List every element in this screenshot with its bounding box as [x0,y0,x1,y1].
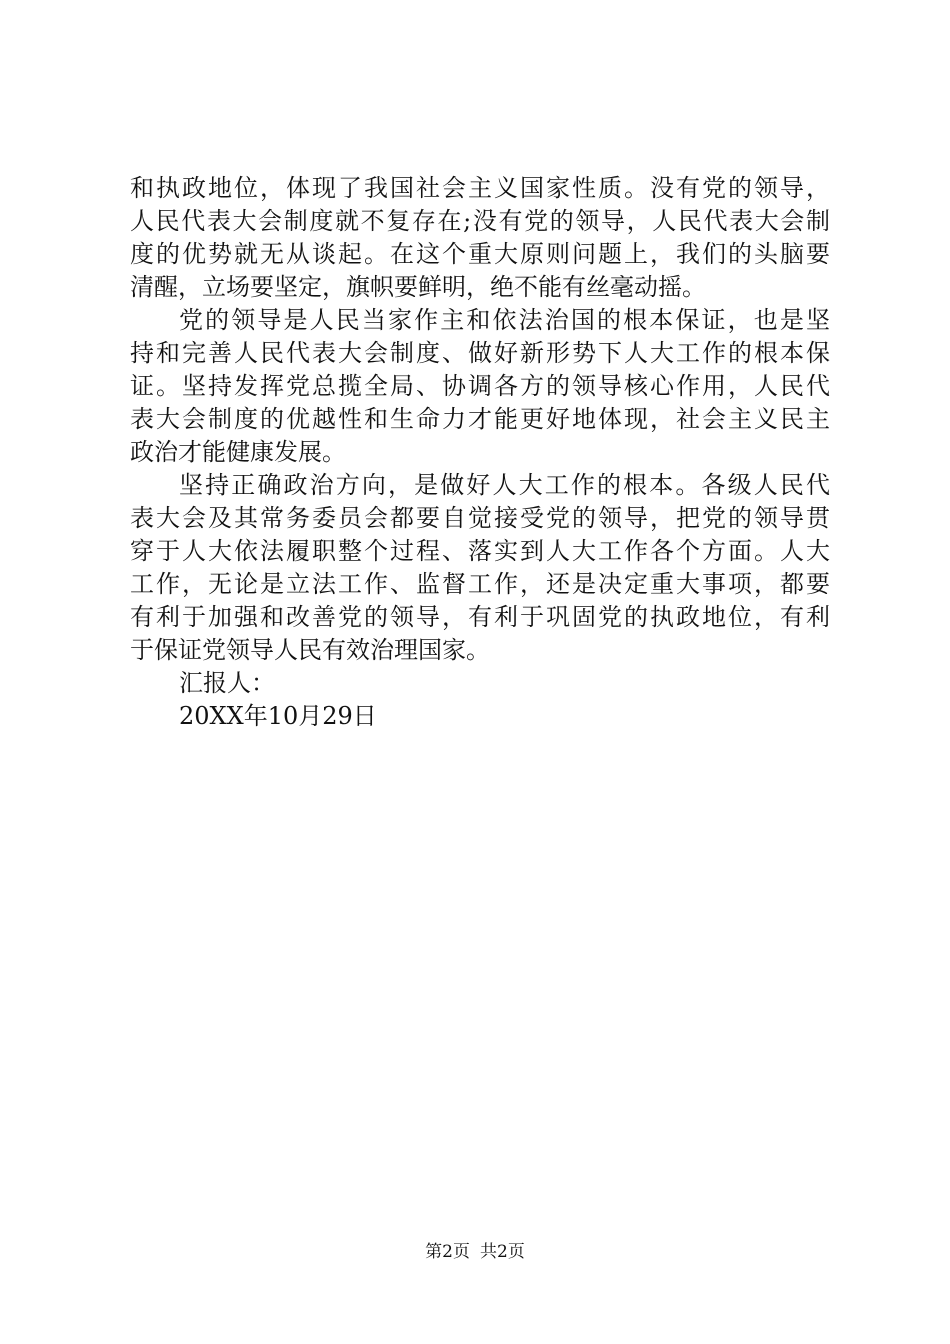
text-line: 度的优势就无从谈起。在这个重大原则问题上，我们的头脑要 [130,240,830,268]
text-line: 清醒，立场要坚定，旗帜要鲜明，绝不能有丝毫动摇。 [130,273,706,301]
text-line: 有利于加强和改善党的领导，有利于巩固党的执政地位，有利 [130,603,830,631]
text-line: 政治才能健康发展。 [130,438,346,466]
page-total: 共2页 [480,1242,525,1262]
text-line: 证。坚持发挥党总揽全局、协调各方的领导核心作用，人民代 [130,372,830,400]
report-date: 20XX年10月29日 [179,702,377,730]
text-line: 穿于人大依法履职整个过程、落实到人大工作各个方面。人大 [130,537,830,565]
text-line: 持和完善人民代表大会制度、做好新形势下人大工作的根本保 [130,339,830,367]
page-footer [0,1240,950,1264]
text-line: 表大会及其常务委员会都要自觉接受党的领导，把党的领导贯 [130,504,830,532]
reporter-label: 汇报人： [179,669,275,697]
text-line: 工作，无论是立法工作、监督工作，还是决定重大事项，都要 [130,570,830,598]
paragraph-start-line: 党的领导是人民当家作主和依法治国的根本保证，也是坚 [179,306,830,334]
document-body [130,172,830,733]
paragraph-start-line: 坚持正确政治方向，是做好人大工作的根本。各级人民代 [179,471,830,499]
text-line: 和执政地位，体现了我国社会主义国家性质。没有党的领导， [130,174,830,202]
text-line: 于保证党领导人民有效治理国家。 [130,636,490,664]
text-line: 表大会制度的优越性和生命力才能更好地体现，社会主义民主 [130,405,830,433]
text-line: 人民代表大会制度就不复存在;没有党的领导，人民代表大会制 [130,207,830,235]
page-number: 第2页 [425,1242,470,1262]
